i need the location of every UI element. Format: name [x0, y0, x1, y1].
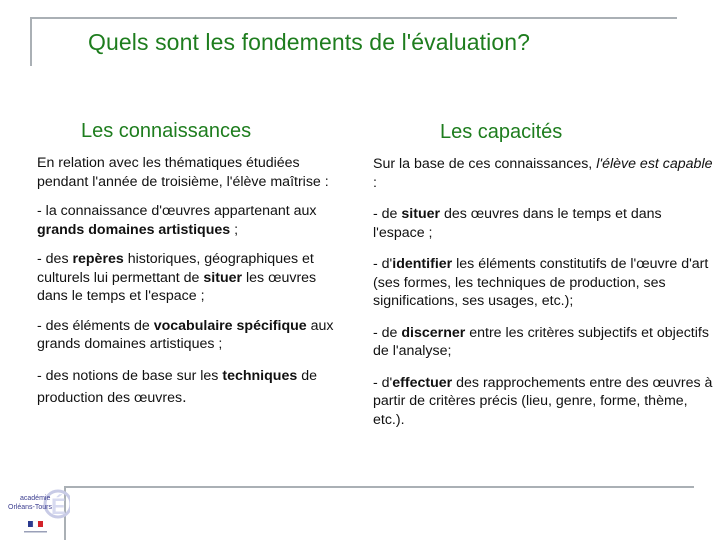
capacity-item-identify: - d'identifier les éléments constitutifs de l'œuvre d'art (ses formes, les techniques de production, ses significations, ses usages, etc.); [373, 256, 709, 309]
academy-logo [6, 488, 70, 540]
french-flag-icon [28, 521, 43, 527]
right-column-heading: Les capacités [440, 121, 563, 143]
logo-letter: É [51, 494, 66, 519]
knowledge-column [37, 154, 337, 409]
left-column-heading: Les connaissances [81, 120, 252, 142]
knowledge-item-works: - la connaissance d'œuvres appartenant aux grands domaines artistiques ; [37, 203, 317, 238]
logo-rule [24, 531, 47, 533]
capacities-intro: Sur la base de ces connaissances, l'élève est capable : [373, 156, 713, 191]
title-frame [30, 17, 677, 66]
capacity-item-discern: - de discerner entre les critères subjectifs et objectifs de l'analyse; [373, 324, 709, 359]
knowledge-intro: En relation avec les thématiques étudiées pendant l'année de troisième, l'élève maîtrise : [37, 155, 329, 190]
capacity-item-situate: - de situer des œuvres dans le temps et dans l'espace ; [373, 206, 662, 241]
knowledge-item-landmarks: - des repères historiques, géographiques et culturels lui permettant de situer les œuvres dans le temps et l'espace ; [37, 251, 317, 304]
knowledge-item-techniques: - des notions de base sur les techniques de production des œuvres. [37, 367, 317, 406]
logo-line1: académie [20, 495, 51, 502]
bottom-frame-line [64, 486, 694, 488]
capacities-column [373, 155, 713, 429]
logo-line2: Orléans-Tours [8, 504, 52, 511]
frame-top-line [30, 17, 677, 19]
slide-title: Quels sont les fondements de l'évaluation? [88, 29, 531, 55]
capacity-item-compare: - d'effectuer des rapprochements entre des œuvres à partir de critères précis (lieu, genre, forme, thème, etc.). [373, 374, 713, 428]
frame-left-line [30, 17, 32, 66]
knowledge-item-vocabulary: - des éléments de vocabulaire spécifique aux grands domaines artistiques ; [37, 317, 334, 352]
